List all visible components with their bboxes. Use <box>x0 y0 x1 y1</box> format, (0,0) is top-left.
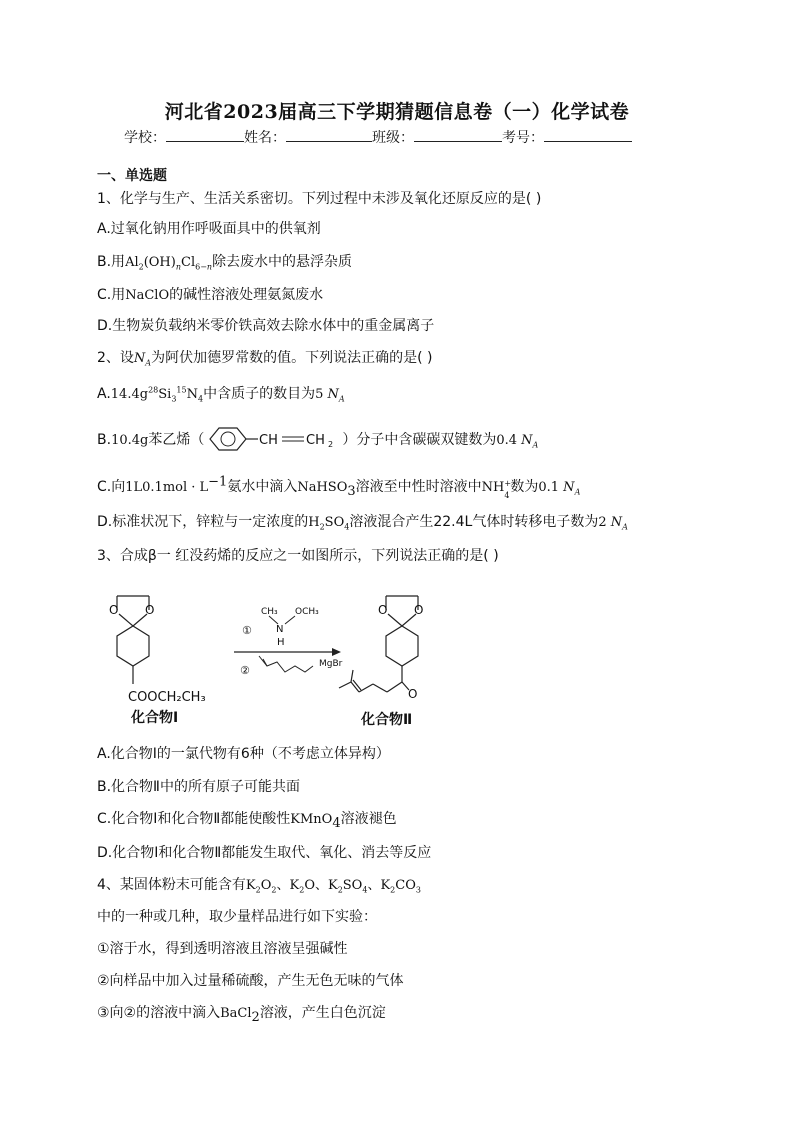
class-label: 班级： <box>372 130 414 146</box>
q2-c-prefix: C.向 <box>97 479 126 495</box>
q1-c-prefix: C.用 <box>97 287 126 303</box>
q1-option-d[interactable]: D.生物炭负载纳米零价铁高效去除水体中的重金属离子 <box>97 318 435 334</box>
number-blank[interactable] <box>544 127 632 142</box>
amine-och3: OCH₃ <box>295 607 319 617</box>
q4-step3: ③向②的溶液中滴入BaCl$_2$溶液，产生白色沉淀 <box>97 1005 386 1025</box>
q3-option-c[interactable]: C.化合物Ⅰ和化合物Ⅱ都能使酸性KMnO$_4$溶液褪色 <box>97 811 397 831</box>
q4-stem <box>97 875 421 896</box>
q1-option-b[interactable] <box>97 252 352 273</box>
q2-b-close: ）分子中含碳碳双键数为 <box>342 432 497 448</box>
grignard-chain <box>259 656 313 672</box>
compound-1-label: 化合物Ⅰ <box>131 710 179 726</box>
q2-option-d[interactable] <box>97 512 628 533</box>
q1-b-prefix: B.用 <box>97 254 126 270</box>
q3-c-reagent: KMnO <box>290 812 333 827</box>
q4-line2: 中的一种或几种，取少量样品进行如下实验： <box>97 909 377 925</box>
q1-stem: 1、化学与生产、生活关系密切。下列过程中未涉及氧化还原反应的是( ) <box>97 191 542 207</box>
q2-c-mid2: 溶液至中性时溶液中 <box>355 479 482 495</box>
grignard-mgbr: MgBr <box>319 659 343 669</box>
compound-2-label: 化合物Ⅱ <box>361 712 413 728</box>
name-label: 姓名： <box>244 130 286 146</box>
svg-text:O: O <box>414 603 424 617</box>
q1-b-suffix: 除去废水中的悬浮杂质 <box>212 254 353 270</box>
q2-a-na: $N_A$ <box>323 387 345 404</box>
q2-b-na: $N_A$ <box>517 433 539 450</box>
school-label: 学校： <box>124 130 166 146</box>
svg-text:O: O <box>109 603 119 617</box>
styrene-structure <box>204 430 342 450</box>
step-1-marker: ① <box>242 624 252 637</box>
q2-option-a[interactable] <box>97 384 345 405</box>
q2-a-count: 5 <box>315 387 324 402</box>
q2-c-conc: 1L0.1 <box>125 480 163 495</box>
q2-d-na: $N_A$ <box>606 515 628 532</box>
q2-c-ion: NH <box>481 480 505 495</box>
q2-a-formula: $^{28}Si_3^{15}N_4$ <box>148 385 204 404</box>
school-blank[interactable] <box>166 127 244 142</box>
q2-d-count: 2 <box>598 515 607 530</box>
student-info-row <box>124 127 632 147</box>
svg-text:O: O <box>378 603 388 617</box>
styrene-svg <box>204 424 342 454</box>
q4-step3-suffix: 溶液，产生白色沉淀 <box>259 1005 386 1021</box>
q2-b-name: 苯乙烯（ <box>148 432 205 448</box>
q2-d-mid: 溶液混合产生 <box>349 514 434 530</box>
q1-option-a[interactable]: A.过氧化钠用作呼吸面具中的供氧剂 <box>97 221 321 237</box>
number-label: 考号： <box>502 130 544 146</box>
q1-option-c[interactable] <box>97 285 323 306</box>
q2-c-count: 0.1 <box>538 480 560 495</box>
svg-text:CH: CH <box>259 433 279 448</box>
compound-1-ester: COOCH₂CH₃ <box>128 690 206 705</box>
q4-step2: ②向样品中加入过量稀硫酸，产生无色无味的气体 <box>97 973 404 989</box>
amine-n: N <box>276 624 284 635</box>
svg-text:O: O <box>145 603 155 617</box>
page-title: 河北省2023届高三下学期猜题信息卷（一）化学试卷 <box>164 101 630 123</box>
q3-stem: 3、合成β一 红没药烯的反应之一如图所示，下列说法正确的是( ) <box>97 548 499 564</box>
q4-step1: ①溶于水，得到透明溶液且溶液呈强碱性 <box>97 941 348 957</box>
q1-b-formula: $Al_2(OH)_nCl_{6-n}$ <box>125 255 213 272</box>
q2-stem-suffix: 为阿伏加德罗常数的值。下列说法正确的是( ) <box>151 350 433 366</box>
q2-option-c[interactable]: C.向$1L0.1mol \cdot L^{-1}$氨水中滴入NaHSO$_3$溶液至中性时溶液中NH + 4 数为0.1 $N_A$ <box>97 474 581 500</box>
svg-text:2: 2 <box>328 440 334 449</box>
amine-ch3: CH₃ <box>261 607 278 617</box>
q2-a-mass: 14.4g <box>110 387 149 402</box>
q2-c-mid1: 氨水中滴入 <box>227 479 298 495</box>
q2-b-prefix: B. <box>97 432 112 448</box>
svg-text:CH: CH <box>306 433 326 448</box>
class-blank[interactable] <box>414 127 502 142</box>
q2-a-prefix: A. <box>97 386 111 402</box>
step-2-marker: ② <box>240 664 250 677</box>
q2-d-volume: 22.4L <box>433 514 473 530</box>
q2-c-na: $N_A$ <box>559 480 581 497</box>
q3-c-suffix: 溶液褪色 <box>340 811 397 827</box>
q4-stem-text: 4、某固体粉末可能含有 <box>97 877 246 893</box>
q3-option-b[interactable]: B.化合物Ⅱ中的所有原子可能共面 <box>97 779 300 795</box>
reaction-scheme-svg <box>97 586 457 736</box>
q1-c-suffix: 的碱性溶液处理氨氮废水 <box>169 287 324 303</box>
q2-c-reagent: NaHSO <box>297 480 348 495</box>
amine-h: H <box>277 637 285 648</box>
reaction-scheme <box>97 586 457 736</box>
q2-d-suffix: 气体时转移电子数为 <box>472 514 599 530</box>
q2-d-prefix: D.标准状况下，锌粒与一定浓度的 <box>97 514 309 530</box>
q2-d-acid: $H_2SO_4$ <box>308 515 350 532</box>
q1-c-formula: NaClO <box>125 288 170 303</box>
svg-text:O: O <box>408 687 418 701</box>
q4-step3-prefix: ③向②的溶液中滴入 <box>97 1005 221 1021</box>
name-blank[interactable] <box>286 127 372 142</box>
q2-stem-prefix: 2、设 <box>97 350 134 366</box>
q4-step3-reagent: BaCl <box>220 1006 252 1021</box>
section-heading: 一、单选题 <box>97 168 167 184</box>
q2-a-mid: 中含质子的数目为 <box>203 386 316 402</box>
q3-option-a[interactable]: A.化合物Ⅰ的一氯代物有6种（不考虑立体异构） <box>97 746 390 762</box>
q3-option-d[interactable]: D.化合物Ⅰ和化合物Ⅱ都能发生取代、氧化、消去等反应 <box>97 845 432 861</box>
q2-b-mass: 10.4g <box>111 433 149 448</box>
q2-c-unit: mol · L <box>162 480 209 495</box>
q2-na-symbol: $N_A$ <box>133 351 152 368</box>
q2-c-ion-charge: + 4 <box>504 479 512 500</box>
q4-compounds: $K_2O_2$、$K_2O$、$K_2SO_4$、$K_2CO_3$ <box>245 878 421 895</box>
q2-c-mid3: 数为 <box>510 479 539 495</box>
q2-stem <box>97 348 432 369</box>
q3-c-prefix: C.化合物Ⅰ和化合物Ⅱ都能使酸性 <box>97 811 291 827</box>
q2-option-b[interactable] <box>97 430 538 451</box>
q2-b-count: 0.4 <box>496 433 518 448</box>
